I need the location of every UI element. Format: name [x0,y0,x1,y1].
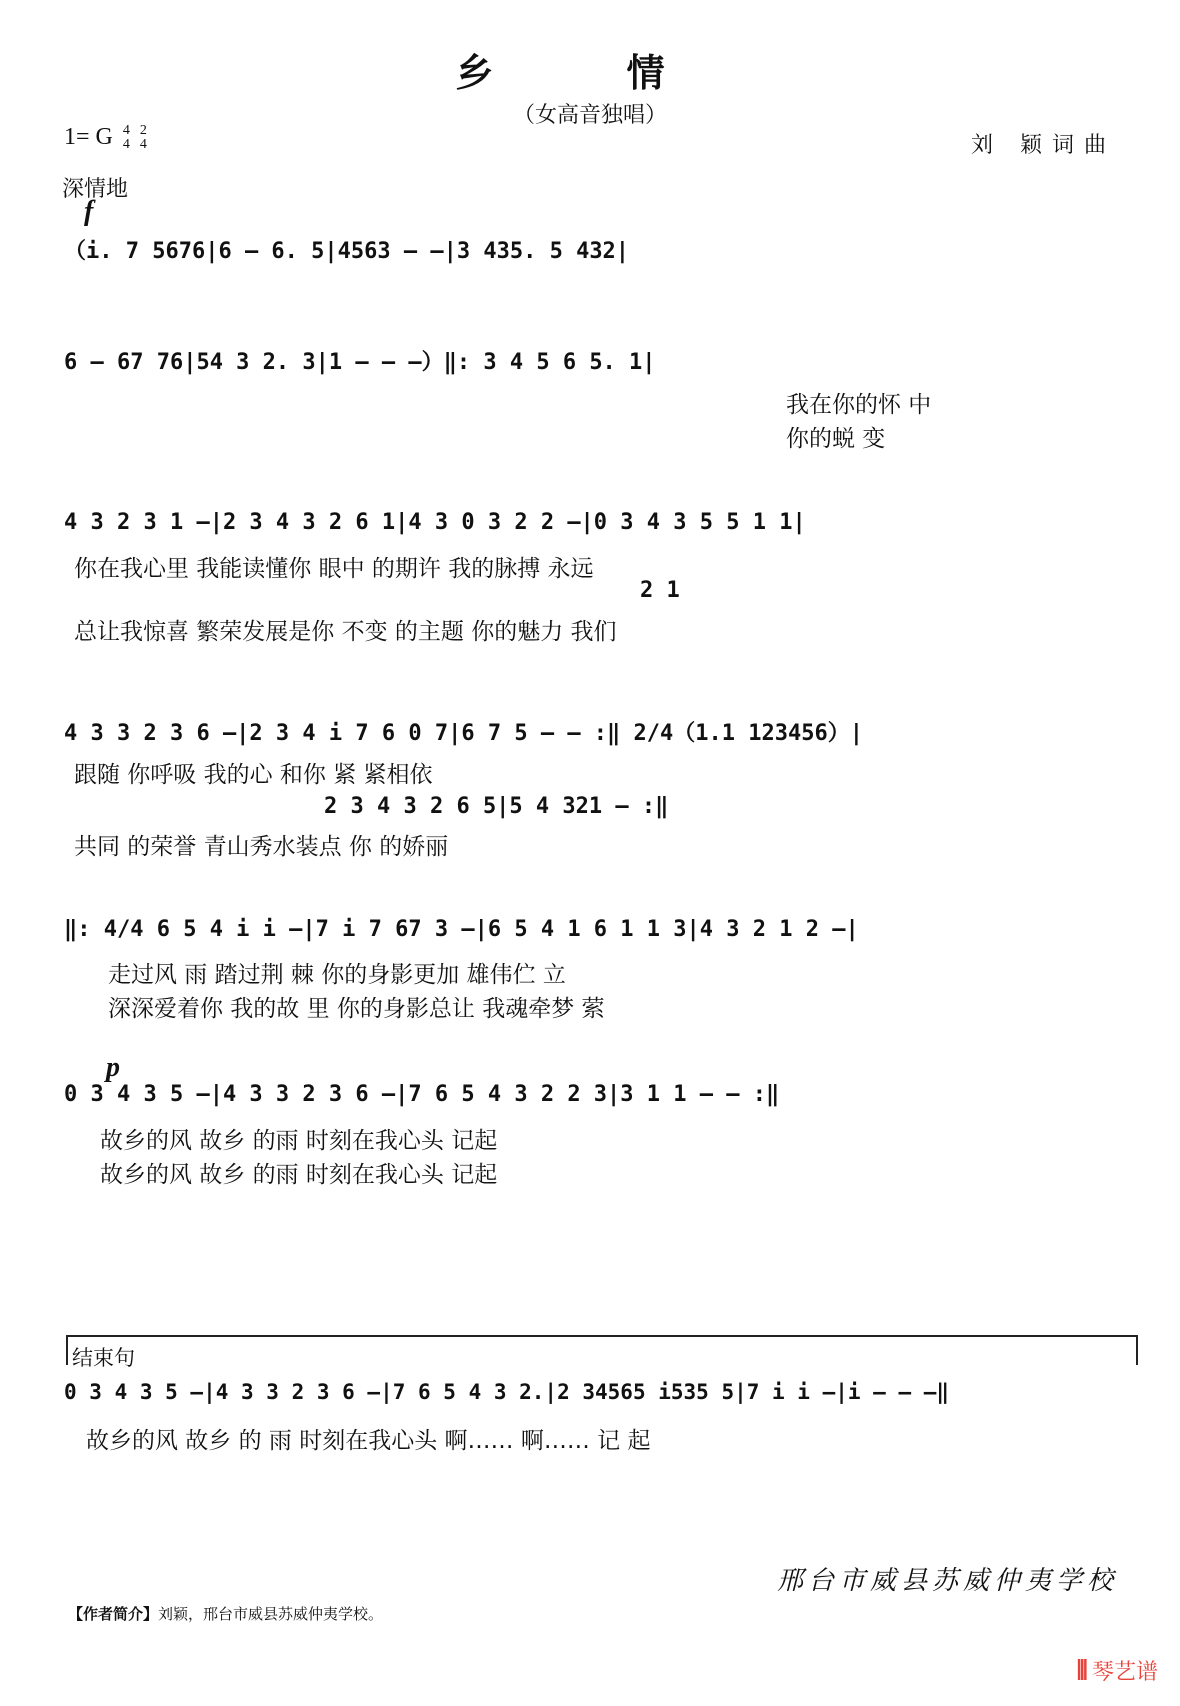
system-2-lyrics-2: 你的蜕 变 [786,426,886,452]
song-title: 乡 情 [455,50,725,95]
system-5-notes: ‖: 4/4 6 5 4 i i —|7 i 7 67 3 —|6 5 4 1 6 1 1 3|4 3 2 1 2 —| [64,917,859,942]
system-4-notes: 4 3 3 2 3 6 —|2 3 4 i 7 6 0 7|6 7 5 — — :‖ 2/4（1.1 123456）| [64,721,863,746]
ending-bracket-left [66,1335,68,1365]
ending-bracket [66,1335,1138,1337]
author-bio [68,1603,383,1624]
time-signature-2: 2 4 [139,123,147,153]
song-subtitle: （女高音独唱） [512,103,667,128]
system-3-lyrics-1: 你在我心里 我能读懂你 眼中 的期许 我的脉搏 永远 [74,556,594,582]
key-signature [64,124,147,152]
system-1-notes: （i. 7 5676|6 — 6. 5|4563 — —|3 435. 5 432| [64,239,630,264]
bio-label: 【作者简介】 [68,1605,159,1623]
key-label: 1= G [64,124,113,150]
school-name: 邢台市威县苏威仲夷学校 [776,1566,1118,1596]
site-logo[interactable] [1077,1655,1158,1687]
system-2-lyrics-1: 我在你的怀 中 [786,392,932,418]
system-5-lyrics-1: 走过风 雨 踏过荆 棘 你的身影更加 雄伟伫 立 [108,962,566,988]
system-6-lyrics-1: 故乡的风 故乡 的雨 时刻在我心头 记起 [100,1128,498,1154]
system-4-lyrics-2: 共同 的荣誉 青山秀水装点 你 的娇丽 [74,834,449,860]
dynamic-piano: p [106,1052,120,1083]
dynamic-forte: f [84,196,94,227]
ending-bracket-right [1136,1335,1138,1365]
time-signature-1: 4 4 [122,123,130,153]
ending-label: 结束句 [72,1346,135,1370]
system-4-lyrics-1: 跟随 你呼吸 我的心 和你 紧 紧相依 [74,762,433,788]
system-6-notes: 0 3 4 3 5 —|4 3 3 2 3 6 —|7 6 5 4 3 2 2 3|3 1 1 — — :‖ [64,1082,780,1107]
composer-credit: 刘 颖词曲 [971,133,1116,158]
ending-notes: 0 3 4 3 5 —|4 3 3 2 3 6 —|7 6 5 4 3 2.|2 34565 i535 5|7 i i —|i — — —‖ [64,1380,950,1404]
tempo-mark: 深情地 [62,177,129,202]
system-3-notes: 4 3 2 3 1 —|2 3 4 3 2 6 1|4 3 0 3 2 2 —|0 3 4 3 5 5 1 1| [64,510,806,535]
system-3-alt-notes: 2 1 [640,578,680,603]
system-6-lyrics-2: 故乡的风 故乡 的雨 时刻在我心头 记起 [100,1162,498,1188]
system-3-lyrics-2: 总让我惊喜 繁荣发展是你 不变 的主题 你的魅力 我们 [74,619,617,645]
logo-icon: ⦀ [1076,1656,1088,1686]
bio-text: 刘颖，邢台市威县苏威仲夷学校。 [158,1605,384,1623]
logo-text: 琴艺谱 [1091,1660,1158,1685]
ending-lyrics: 故乡的风 故乡 的 雨 时刻在我心头 啊…… 啊…… 记 起 [86,1428,651,1454]
system-2-notes: 6 — 67 76|54 3 2. 3|1 — — —）‖: 3 4 5 6 5. 1| [64,350,656,375]
system-4-alt-notes: 2 3 4 3 2 6 5|5 4 321 — :‖ [324,794,669,819]
system-5-lyrics-2: 深深爱着你 我的故 里 你的身影总让 我魂牵梦 萦 [108,996,605,1022]
